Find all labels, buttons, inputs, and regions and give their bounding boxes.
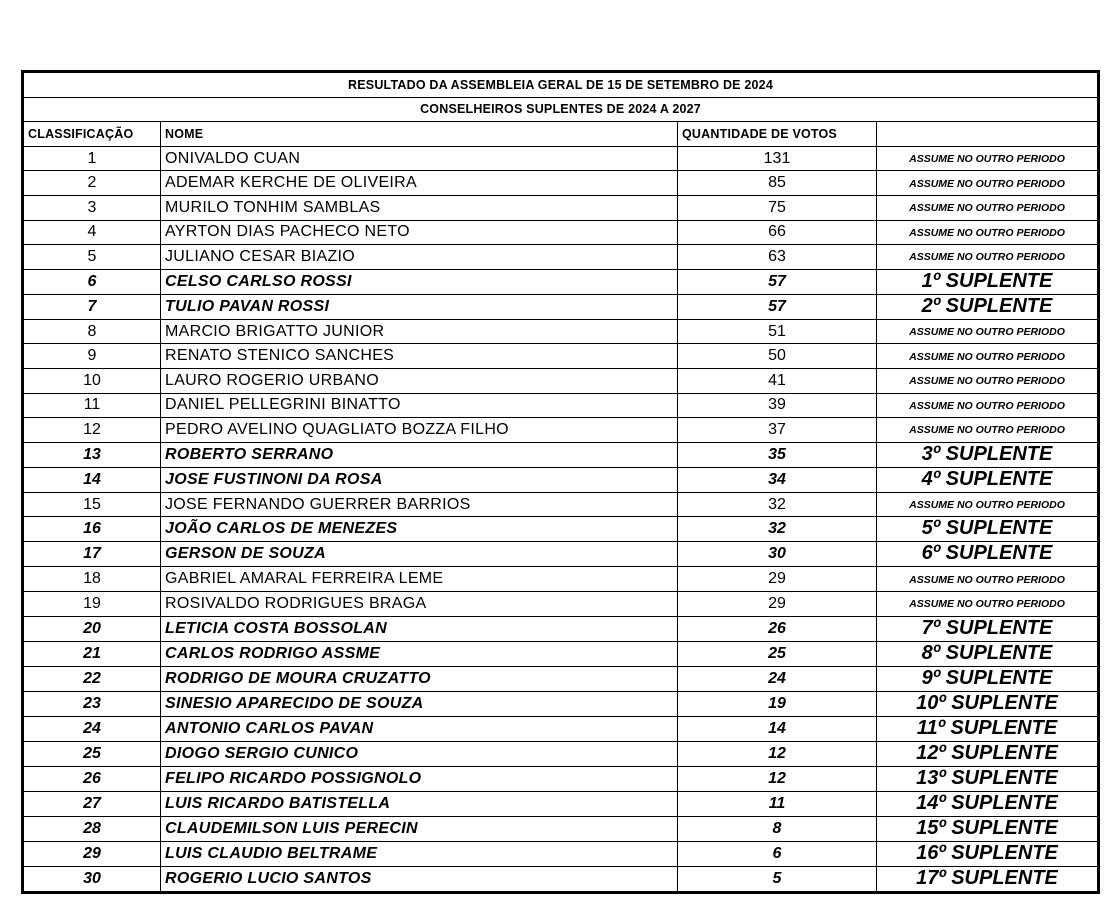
status-cell xyxy=(877,319,1099,344)
name-cell: GERSON DE SOUZA xyxy=(161,542,678,567)
table-row xyxy=(23,344,1099,369)
results-table-body xyxy=(23,72,1099,893)
name-cell: MARCIO BRIGATTO JUNIOR xyxy=(161,319,678,344)
table-row xyxy=(23,741,1099,766)
name-cell: SINESIO APARECIDO DE SOUZA xyxy=(161,691,678,716)
name-cell: RODRIGO DE MOURA CRUZATTO xyxy=(161,666,678,691)
status-cell xyxy=(877,567,1099,592)
name-cell: FELIPO RICARDO POSSIGNOLO xyxy=(161,766,678,791)
table-title: RESULTADO DA ASSEMBLEIA GERAL DE 15 DE SETEMBRO DE 2024 xyxy=(23,72,1099,98)
table-row xyxy=(23,492,1099,517)
name-cell: ROSIVALDO RODRIGUES BRAGA xyxy=(161,591,678,616)
rank-cell: 16 xyxy=(23,517,161,542)
votes-cell: 75 xyxy=(678,195,877,220)
votes-cell: 29 xyxy=(678,567,877,592)
votes-cell: 66 xyxy=(678,220,877,245)
name-cell: LAURO ROGERIO URBANO xyxy=(161,368,678,393)
name-cell: LETICIA COSTA BOSSOLAN xyxy=(161,616,678,641)
votes-cell: 85 xyxy=(678,171,877,196)
status-cell xyxy=(877,542,1099,567)
status-cell xyxy=(877,517,1099,542)
column-header-name: NOME xyxy=(161,122,678,147)
rank-cell: 26 xyxy=(23,766,161,791)
status-cell xyxy=(877,492,1099,517)
status-cell xyxy=(877,195,1099,220)
rank-cell: 6 xyxy=(23,269,161,294)
votes-cell: 39 xyxy=(678,393,877,418)
votes-cell: 32 xyxy=(678,492,877,517)
rank-cell: 27 xyxy=(23,791,161,816)
status-cell xyxy=(877,866,1099,892)
assume-label: ASSUME NO OUTRO PERIODO xyxy=(909,499,1065,512)
table-row xyxy=(23,666,1099,691)
column-header-rank: CLASSIFICAÇÃO xyxy=(23,122,161,147)
rank-cell: 30 xyxy=(23,866,161,892)
status-cell xyxy=(877,220,1099,245)
votes-cell: 11 xyxy=(678,791,877,816)
status-cell xyxy=(877,269,1099,294)
name-cell: ROBERTO SERRANO xyxy=(161,442,678,467)
votes-cell: 29 xyxy=(678,591,877,616)
name-cell: DANIEL PELLEGRINI BINATTO xyxy=(161,393,678,418)
votes-cell: 32 xyxy=(678,517,877,542)
assume-label: ASSUME NO OUTRO PERIODO xyxy=(909,153,1065,166)
status-cell xyxy=(877,666,1099,691)
votes-cell: 41 xyxy=(678,368,877,393)
rank-cell: 2 xyxy=(23,171,161,196)
votes-cell: 37 xyxy=(678,418,877,443)
rank-cell: 14 xyxy=(23,467,161,492)
name-cell: TULIO PAVAN ROSSI xyxy=(161,294,678,319)
table-row xyxy=(23,716,1099,741)
votes-cell: 8 xyxy=(678,816,877,841)
rank-cell: 3 xyxy=(23,195,161,220)
table-row xyxy=(23,542,1099,567)
rank-cell: 12 xyxy=(23,418,161,443)
table-row xyxy=(23,319,1099,344)
status-cell xyxy=(877,741,1099,766)
rank-cell: 20 xyxy=(23,616,161,641)
rank-cell: 23 xyxy=(23,691,161,716)
name-cell: ANTONIO CARLOS PAVAN xyxy=(161,716,678,741)
rank-cell: 21 xyxy=(23,641,161,666)
table-row xyxy=(23,146,1099,171)
name-cell: CLAUDEMILSON LUIS PERECIN xyxy=(161,816,678,841)
suplente-label: 6º SUPLENTE xyxy=(921,542,1053,565)
rank-cell: 10 xyxy=(23,368,161,393)
table-row xyxy=(23,171,1099,196)
rank-cell: 29 xyxy=(23,841,161,866)
table-row xyxy=(23,368,1099,393)
name-cell: CARLOS RODRIGO ASSME xyxy=(161,641,678,666)
table-row xyxy=(23,641,1099,666)
assume-label: ASSUME NO OUTRO PERIODO xyxy=(909,375,1065,388)
subtitle-row xyxy=(23,97,1099,122)
column-header-status xyxy=(877,122,1099,147)
suplente-label: 4º SUPLENTE xyxy=(921,467,1053,490)
rank-cell: 4 xyxy=(23,220,161,245)
votes-cell: 57 xyxy=(678,294,877,319)
table-row xyxy=(23,866,1099,892)
suplente-label: 17º SUPLENTE xyxy=(916,866,1058,889)
table-row xyxy=(23,567,1099,592)
votes-cell: 14 xyxy=(678,716,877,741)
status-cell xyxy=(877,368,1099,393)
table-subtitle: CONSELHEIROS SUPLENTES DE 2024 A 2027 xyxy=(23,97,1099,122)
assume-label: ASSUME NO OUTRO PERIODO xyxy=(909,177,1065,190)
table-row xyxy=(23,691,1099,716)
name-cell: LUIS RICARDO BATISTELLA xyxy=(161,791,678,816)
status-cell xyxy=(877,716,1099,741)
table-row xyxy=(23,195,1099,220)
status-cell xyxy=(877,467,1099,492)
suplente-label: 7º SUPLENTE xyxy=(921,616,1053,639)
rank-cell: 7 xyxy=(23,294,161,319)
votes-cell: 131 xyxy=(678,146,877,171)
votes-cell: 25 xyxy=(678,641,877,666)
votes-cell: 63 xyxy=(678,245,877,270)
status-cell xyxy=(877,791,1099,816)
status-cell xyxy=(877,418,1099,443)
name-cell: GABRIEL AMARAL FERREIRA LEME xyxy=(161,567,678,592)
table-row xyxy=(23,269,1099,294)
suplente-label: 9º SUPLENTE xyxy=(921,666,1053,689)
name-cell: JULIANO CESAR BIAZIO xyxy=(161,245,678,270)
table-row xyxy=(23,517,1099,542)
status-cell xyxy=(877,171,1099,196)
rank-cell: 19 xyxy=(23,591,161,616)
rank-cell: 8 xyxy=(23,319,161,344)
table-row xyxy=(23,766,1099,791)
column-header-votes: QUANTIDADE DE VOTOS xyxy=(678,122,877,147)
votes-cell: 50 xyxy=(678,344,877,369)
status-cell xyxy=(877,245,1099,270)
status-cell xyxy=(877,591,1099,616)
rank-cell: 5 xyxy=(23,245,161,270)
name-cell: MURILO TONHIM SAMBLAS xyxy=(161,195,678,220)
rank-cell: 1 xyxy=(23,146,161,171)
suplente-label: 1º SUPLENTE xyxy=(921,269,1053,292)
name-cell: JOSE FUSTINONI DA ROSA xyxy=(161,467,678,492)
votes-cell: 26 xyxy=(678,616,877,641)
suplente-label: 3º SUPLENTE xyxy=(921,442,1053,465)
status-cell xyxy=(877,393,1099,418)
suplente-label: 16º SUPLENTE xyxy=(916,841,1058,864)
table-row xyxy=(23,418,1099,443)
votes-cell: 30 xyxy=(678,542,877,567)
suplente-label: 5º SUPLENTE xyxy=(921,517,1053,540)
votes-cell: 19 xyxy=(678,691,877,716)
name-cell: ROGERIO LUCIO SANTOS xyxy=(161,866,678,892)
rank-cell: 13 xyxy=(23,442,161,467)
rank-cell: 25 xyxy=(23,741,161,766)
votes-cell: 35 xyxy=(678,442,877,467)
table-row xyxy=(23,816,1099,841)
table-row xyxy=(23,591,1099,616)
name-cell: RENATO STENICO SANCHES xyxy=(161,344,678,369)
name-cell: ONIVALDO CUAN xyxy=(161,146,678,171)
assume-label: ASSUME NO OUTRO PERIODO xyxy=(909,573,1065,586)
suplente-label: 10º SUPLENTE xyxy=(916,691,1058,714)
assume-label: ASSUME NO OUTRO PERIODO xyxy=(909,598,1065,611)
suplente-label: 11º SUPLENTE xyxy=(916,716,1058,739)
votes-cell: 12 xyxy=(678,766,877,791)
rank-cell: 17 xyxy=(23,542,161,567)
name-cell: LUIS CLAUDIO BELTRAME xyxy=(161,841,678,866)
status-cell xyxy=(877,816,1099,841)
votes-cell: 57 xyxy=(678,269,877,294)
assume-label: ASSUME NO OUTRO PERIODO xyxy=(909,226,1065,239)
status-cell xyxy=(877,294,1099,319)
table-row xyxy=(23,616,1099,641)
table-row xyxy=(23,841,1099,866)
votes-cell: 6 xyxy=(678,841,877,866)
assume-label: ASSUME NO OUTRO PERIODO xyxy=(909,350,1065,363)
rank-cell: 22 xyxy=(23,666,161,691)
assume-label: ASSUME NO OUTRO PERIODO xyxy=(909,424,1065,437)
title-row xyxy=(23,72,1099,98)
table-row xyxy=(23,442,1099,467)
status-cell xyxy=(877,841,1099,866)
status-cell xyxy=(877,442,1099,467)
table-row xyxy=(23,294,1099,319)
name-cell: CELSO CARLSO ROSSI xyxy=(161,269,678,294)
votes-cell: 5 xyxy=(678,866,877,892)
rank-cell: 9 xyxy=(23,344,161,369)
suplente-label: 2º SUPLENTE xyxy=(921,294,1053,317)
rank-cell: 11 xyxy=(23,393,161,418)
rank-cell: 18 xyxy=(23,567,161,592)
name-cell: PEDRO AVELINO QUAGLIATO BOZZA FILHO xyxy=(161,418,678,443)
assume-label: ASSUME NO OUTRO PERIODO xyxy=(909,202,1065,215)
status-cell xyxy=(877,146,1099,171)
assume-label: ASSUME NO OUTRO PERIODO xyxy=(909,399,1065,412)
status-cell xyxy=(877,691,1099,716)
table-row xyxy=(23,393,1099,418)
table-row xyxy=(23,220,1099,245)
suplente-label: 14º SUPLENTE xyxy=(916,791,1058,814)
status-cell xyxy=(877,616,1099,641)
rank-cell: 24 xyxy=(23,716,161,741)
name-cell: JOSE FERNANDO GUERRER BARRIOS xyxy=(161,492,678,517)
name-cell: ADEMAR KERCHE DE OLIVEIRA xyxy=(161,171,678,196)
status-cell xyxy=(877,641,1099,666)
assume-label: ASSUME NO OUTRO PERIODO xyxy=(909,251,1065,264)
votes-cell: 51 xyxy=(678,319,877,344)
table-row xyxy=(23,791,1099,816)
name-cell: JOÃO CARLOS DE MENEZES xyxy=(161,517,678,542)
rank-cell: 28 xyxy=(23,816,161,841)
status-cell xyxy=(877,766,1099,791)
suplente-label: 8º SUPLENTE xyxy=(921,641,1053,664)
results-table xyxy=(21,70,1100,894)
votes-cell: 12 xyxy=(678,741,877,766)
rank-cell: 15 xyxy=(23,492,161,517)
votes-cell: 24 xyxy=(678,666,877,691)
suplente-label: 13º SUPLENTE xyxy=(916,766,1058,789)
name-cell: AYRTON DIAS PACHECO NETO xyxy=(161,220,678,245)
table-row xyxy=(23,245,1099,270)
suplente-label: 12º SUPLENTE xyxy=(916,741,1058,764)
suplente-label: 15º SUPLENTE xyxy=(916,816,1058,839)
status-cell xyxy=(877,344,1099,369)
table-row xyxy=(23,467,1099,492)
assume-label: ASSUME NO OUTRO PERIODO xyxy=(909,326,1065,339)
header-row xyxy=(23,122,1099,147)
votes-cell: 34 xyxy=(678,467,877,492)
name-cell: DIOGO SERGIO CUNICO xyxy=(161,741,678,766)
